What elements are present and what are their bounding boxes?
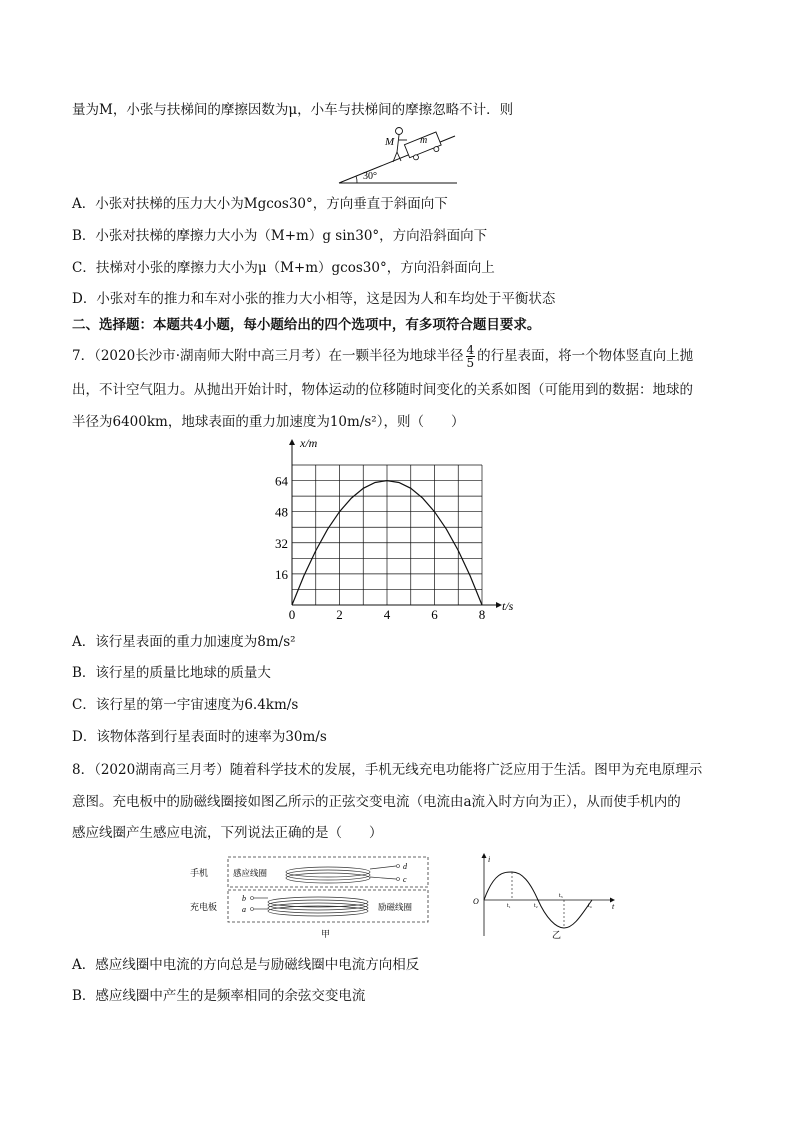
label-excitation-coil: 励磁线圈 xyxy=(378,902,413,912)
induction-coil xyxy=(286,867,370,883)
svg-text:i: i xyxy=(488,855,491,864)
label-charger: 充电板 xyxy=(190,902,218,912)
q7-option-b: B．该行星的质量比地球的质量大 xyxy=(72,665,271,681)
x-tick-label: 2 xyxy=(336,607,343,622)
q6-option-a: A．小张对扶梯的压力大小为Mgcos30°，方向垂直于斜面向下 xyxy=(72,196,448,212)
current-waveform xyxy=(470,852,620,942)
chart-grid xyxy=(292,465,482,605)
q8-line-2: 意图。充电板中的励磁线圈接如图乙所示的正弦交变电流（电流由a流入时方向为正），从而使手机内的 xyxy=(72,794,681,810)
svg-text:t₄: t₄ xyxy=(588,903,592,909)
q7-line-3: 半径为6400km，地球表面的重力加速度为10m/s²），则（ ） xyxy=(72,414,465,430)
svg-text:d: d xyxy=(403,862,407,871)
svg-text:b: b xyxy=(242,894,246,903)
x-tick-label: 4 xyxy=(383,607,391,622)
q7-option-a: A．该行星表面的重力加速度为8m/s² xyxy=(72,634,296,650)
q6-option-b: B．小张对扶梯的摩擦力大小为（M+m）g sin30°，方向沿斜面向下 xyxy=(72,228,488,244)
q8-line-3: 感应线圈产生感应电流，下列说法正确的是（ ） xyxy=(72,825,383,841)
q6-stem-tail: 量为M，小张与扶梯间的摩擦因数为μ，小车与扶梯间的摩擦忽略不计．则 xyxy=(72,102,514,118)
label-induction-coil: 感应线圈 xyxy=(233,868,268,878)
q8-option-a: A．感应线圈中电流的方向总是与励磁线圈中电流方向相反 xyxy=(72,957,420,973)
x-tick-label: 0 xyxy=(288,607,296,622)
displacement-time-chart xyxy=(270,436,514,622)
x-axis-label: t/s xyxy=(502,599,514,613)
svg-text:t₃: t₃ xyxy=(559,893,563,899)
y-tick-label: 32 xyxy=(275,535,288,551)
person-head xyxy=(396,128,403,135)
excitation-coil xyxy=(268,897,368,916)
fraction-4-5: $\frac{4}{5}$ xyxy=(466,343,475,370)
chart-axes xyxy=(289,436,514,613)
svg-text:t₁: t₁ xyxy=(507,903,511,909)
y-tick-label: 16 xyxy=(275,566,288,582)
incline-figure xyxy=(335,126,465,188)
caption-jia: 甲 xyxy=(321,929,331,939)
svg-text:c: c xyxy=(403,875,407,884)
q7-line-1: 7．（2020长沙市·湖南师大附中高三月考）在一颗半径为地球半径 $\frac{4}{5}$ 的行星表面，将一个物体竖直向上抛 xyxy=(72,343,694,370)
q7-line-2: 出，不计空气阻力。从抛出开始计时，物体运动的位移随时间变化的关系如图（可能用到的数据：地球的 xyxy=(72,382,693,398)
x-tick-label: 8 xyxy=(478,607,486,622)
y-tick-label: 48 xyxy=(275,504,288,520)
q6-option-d: D．小张对车的推力和车对小张的推力大小相等，这是因为人和车均处于平衡状态 xyxy=(72,291,556,307)
label-m: m xyxy=(420,135,428,146)
q7-option-c: C．该行星的第一宇宙速度为6.4km/s xyxy=(72,697,299,713)
svg-text:t₂: t₂ xyxy=(534,903,538,909)
svg-text:a: a xyxy=(242,905,246,914)
label-M: M xyxy=(385,136,395,148)
section-2-title: 二、选择题：本题共4小题，每小题给出的四个选项中，有多项符合题目要求。 xyxy=(72,317,541,333)
label-phone: 手机 xyxy=(190,868,209,878)
y-axis-label: x/m xyxy=(300,436,318,450)
q8-option-b: B．感应线圈中产生的是频率相同的余弦交变电流 xyxy=(72,988,366,1004)
x-tick-label: 6 xyxy=(431,607,438,622)
y-axis-arrow xyxy=(289,439,295,445)
y-tick-label: 64 xyxy=(275,473,288,489)
q8-line-1: 8．（2020湖南高三月考）随着科学技术的发展，手机无线充电功能将广泛应用于生活。图甲为充电原理示 xyxy=(72,762,703,778)
q7-option-d: D．该物体落到行星表面时的速率为30m/s xyxy=(72,729,327,745)
angle-label: 30° xyxy=(363,171,377,182)
svg-text:t: t xyxy=(612,902,615,911)
q6-option-c: C．扶梯对小张的摩擦力大小为μ（M+m）gcos30°，方向沿斜面向上 xyxy=(72,260,495,276)
charger-diagram xyxy=(188,852,438,942)
svg-text:O: O xyxy=(473,897,479,906)
caption-yi: 乙 xyxy=(552,930,562,940)
